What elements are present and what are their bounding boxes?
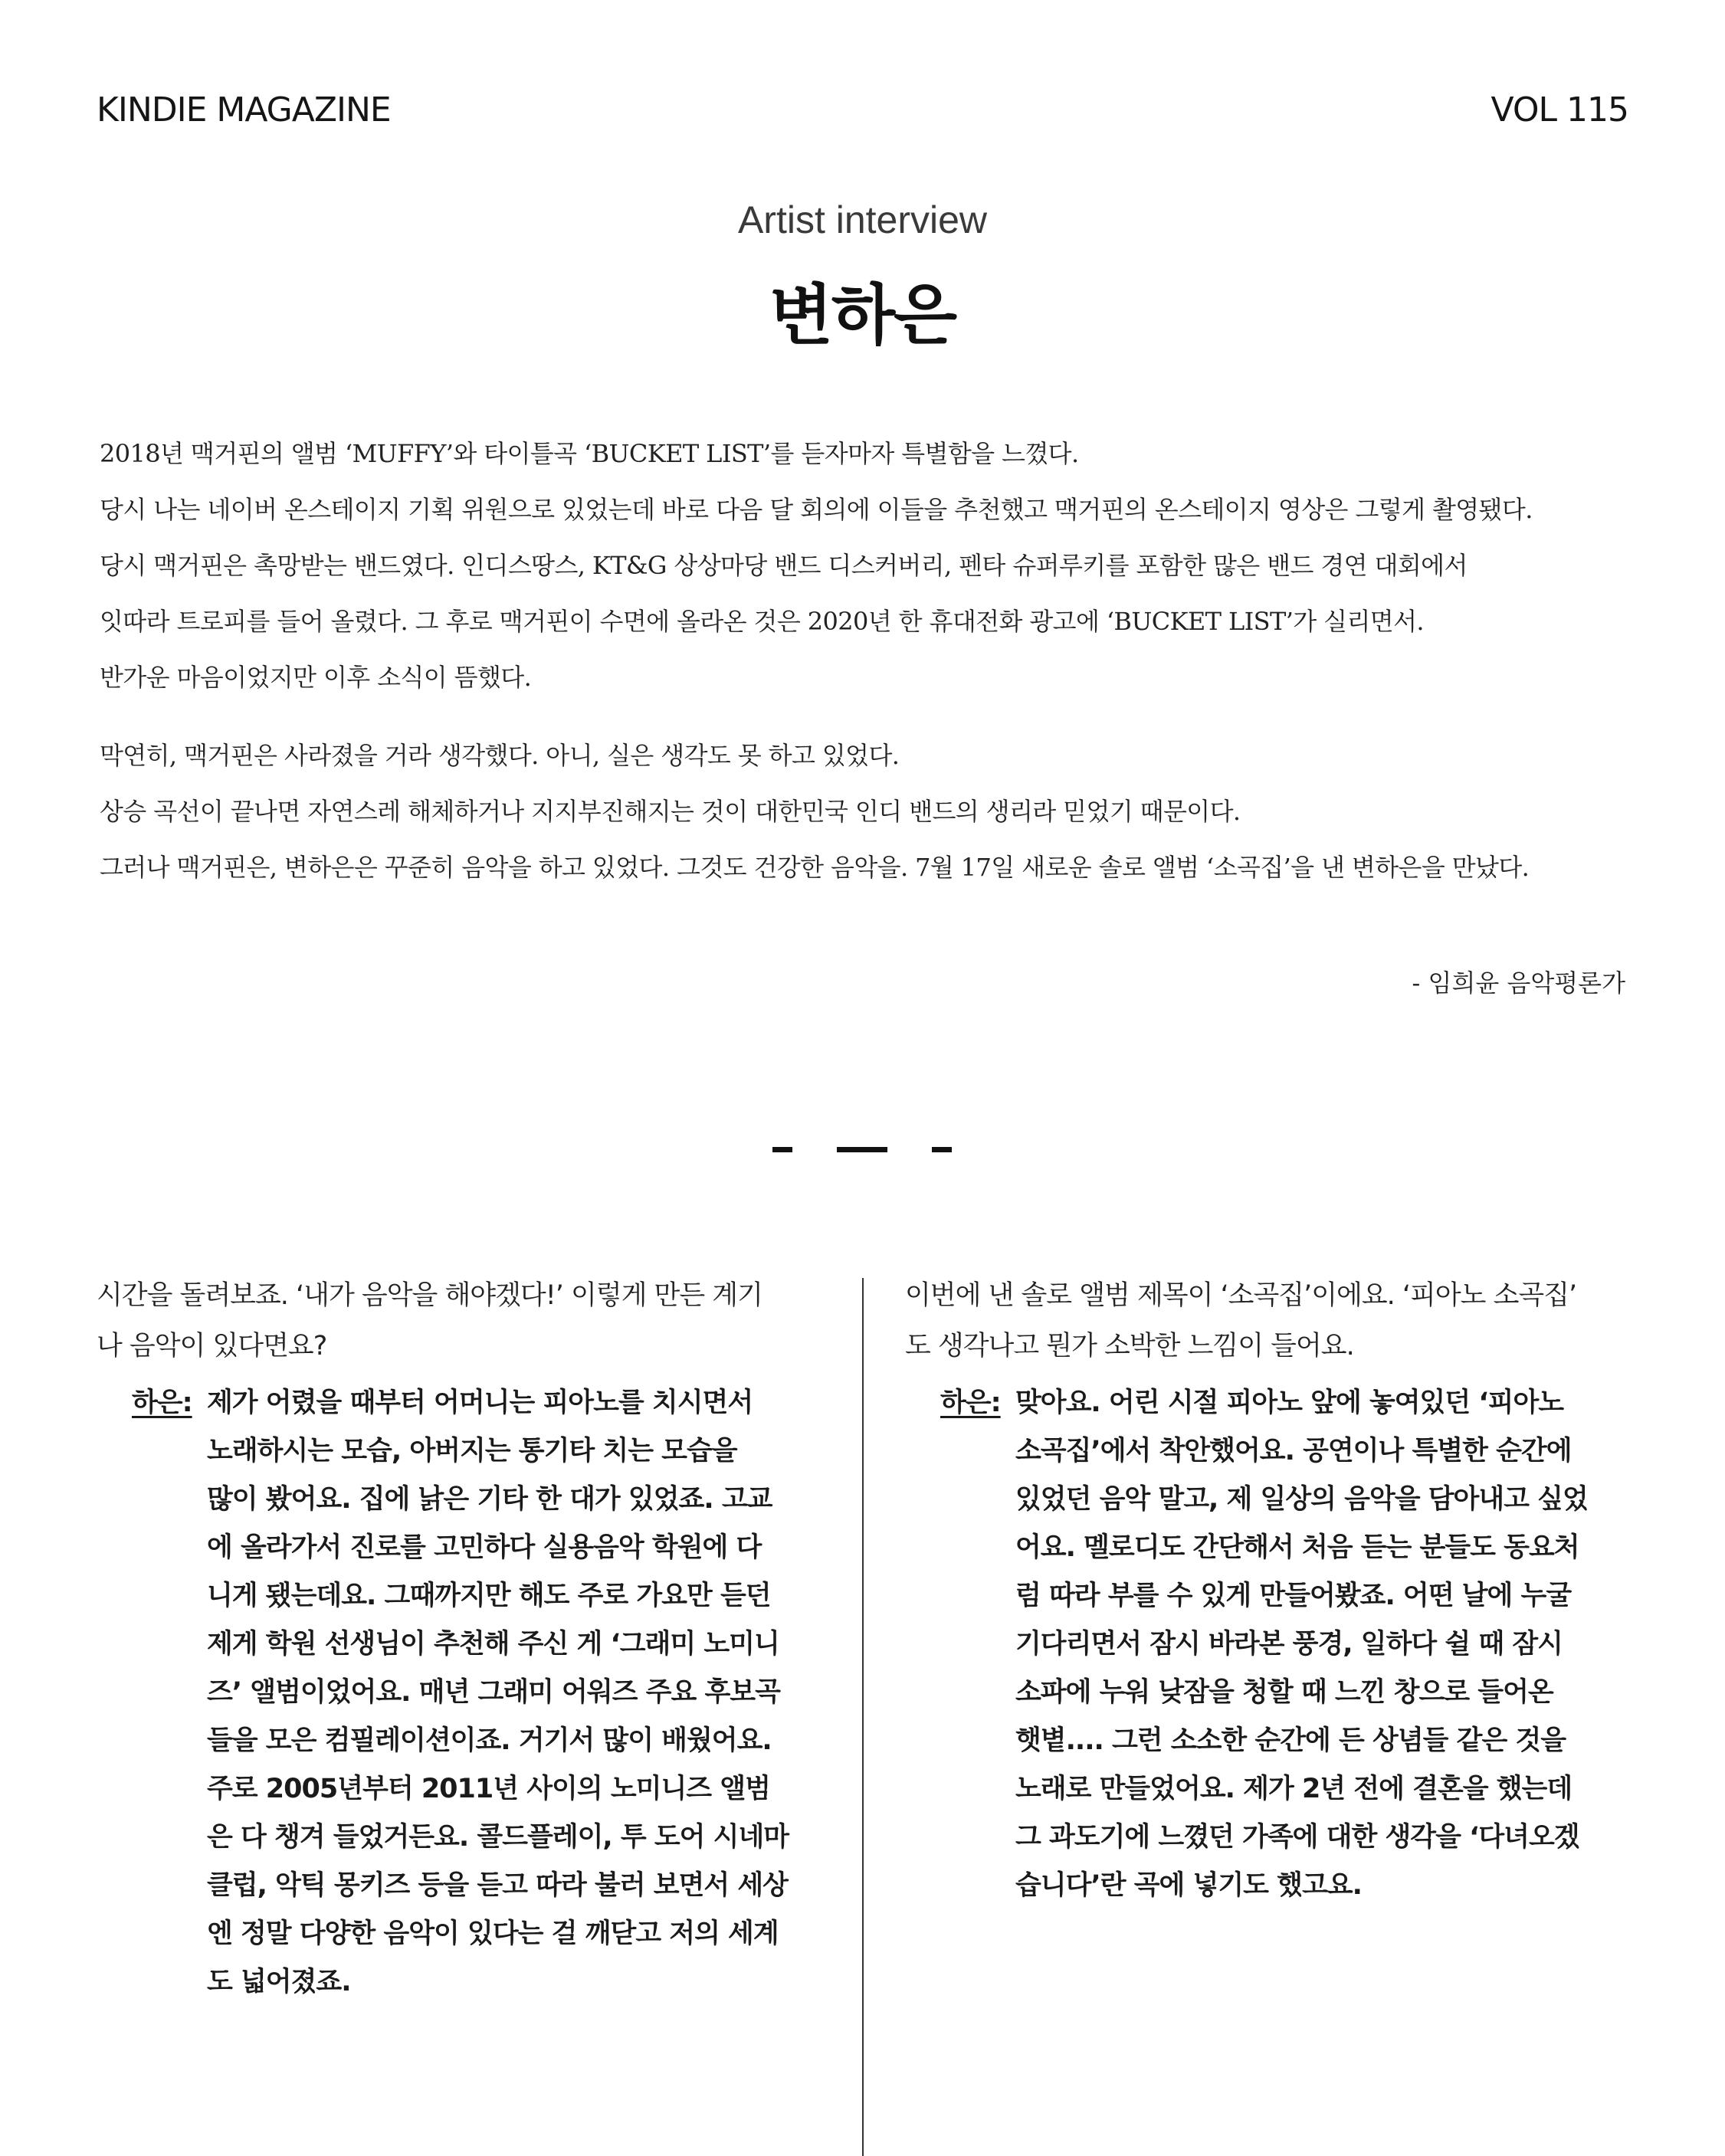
interview-column-left (97, 1270, 832, 2007)
question-line: 도 생각나고 뭔가 소박한 느낌이 들어요. (905, 1331, 1354, 1361)
answer-line: 제게 학원 선생님이 추천해 주신 게 ‘그래미 노미니 (207, 1629, 779, 1660)
intro-line: 2018년 맥거핀의 앨범 ‘MUFFY’와 타이틀곡 ‘BUCKET LIST’를 듣자마자 특별함을 느꼈다. (100, 439, 1079, 468)
answer-line: 들을 모은 컴필레이션이죠. 거기서 많이 배웠어요. (207, 1725, 772, 1756)
answer-line: 소곡집’에서 착안했어요. 공연이나 특별한 순간에 (1015, 1436, 1572, 1466)
answer-line: 제가 어렸을 때부터 어머니는 피아노를 치시면서 (207, 1388, 753, 1418)
magazine-name: KINDIE MAGAZINE (97, 90, 391, 129)
question-line: 시간을 돌려보죠. ‘내가 음악을 해야겠다!’ 이렇게 만든 계기 (97, 1280, 762, 1311)
answer-line: 습니다’란 곡에 넣기도 했고요. (1015, 1870, 1362, 1901)
divider-dash (837, 1147, 887, 1152)
divider-dash (772, 1147, 792, 1152)
section-label: Artist interview (737, 198, 988, 241)
page-header (97, 90, 1628, 136)
interview-column-right (905, 1270, 1641, 1910)
answer-line: 어요. 멜로디도 간단해서 처음 듣는 분들도 동요처 (1015, 1532, 1579, 1563)
answer-line: 니게 됐는데요. 그때까지만 해도 주로 가요만 듣던 (207, 1581, 771, 1611)
intro-paragraph-2 (100, 728, 1686, 896)
answer-line: 맞아요. 어린 시절 피아노 앞에 놓여있던 ‘피아노 (1015, 1388, 1564, 1418)
speaker-label: 하은: (132, 1388, 192, 1418)
answer-line: 도 넓어졌죠. (207, 1967, 351, 1997)
answer-line: 기다리면서 잠시 바라본 풍경, 일하다 쉴 때 잠시 (1015, 1629, 1563, 1660)
answer-line: 은 다 챙겨 들었거든요. 콜드플레이, 투 도어 시네마 (207, 1822, 789, 1853)
byline: - 임희윤 음악평론가 (1412, 968, 1625, 998)
intro-line: 당시 맥거핀은 촉망받는 밴드였다. 인디스땅스, KT&G 상상마당 밴드 디스커버리, 펜타 슈퍼루키를 포함한 많은 밴드 경연 대회에서 (100, 551, 1468, 580)
divider-dash (932, 1147, 952, 1152)
interview-question (97, 1270, 832, 1371)
answer-line: 노래로 만들었어요. 제가 2년 전에 결혼을 했는데 (1015, 1774, 1573, 1804)
answer-line: 럼 따라 부를 수 있게 만들어봤죠. 어떤 날에 누굴 (1015, 1581, 1572, 1611)
answer-line: 엔 정말 다양한 음악이 있다는 걸 깨닫고 저의 세계 (207, 1918, 779, 1949)
column-rule (862, 1278, 864, 2156)
answer-line: 햇볕.... 그런 소소한 순간에 든 상념들 같은 것을 (1015, 1725, 1566, 1756)
answer-line: 주로 2005년부터 2011년 사이의 노미니즈 앨범 (207, 1774, 770, 1804)
intro-paragraph-1 (100, 426, 1686, 706)
answer-line: 소파에 누워 낮잠을 청할 때 느낀 창으로 들어온 (1015, 1677, 1553, 1708)
artist-name-title: 변하은 (769, 277, 956, 354)
section-divider (0, 1147, 1725, 1153)
answer-line: 많이 봤어요. 집에 낡은 기타 한 대가 있었죠. 고교 (207, 1484, 772, 1515)
intro-line: 그러나 맥거핀은, 변하은은 꾸준히 음악을 하고 있었다. 그것도 건강한 음악을. 7월 17일 새로운 솔로 앨범 ‘소곡집’을 낸 변하은을 만났다. (100, 853, 1530, 882)
intro-line: 당시 나는 네이버 온스테이지 기획 위원으로 있었는데 바로 다음 달 회의에 이들을 추천했고 맥거핀의 온스테이지 영상은 그렇게 촬영됐다. (100, 495, 1533, 524)
answer-line: 클럽, 악틱 몽키즈 등을 듣고 따라 불러 보면서 세상 (207, 1870, 788, 1901)
intro-line: 반가운 마음이었지만 이후 소식이 뜸했다. (100, 663, 532, 692)
interview-question (905, 1270, 1641, 1371)
answer-line: 에 올라가서 진로를 고민하다 실용음악 학원에 다 (207, 1532, 762, 1563)
interview-answer (905, 1379, 1641, 1910)
interview-answer (97, 1379, 832, 2007)
answer-line: 즈’ 앨범이었어요. 매년 그래미 어워즈 주요 후보곡 (207, 1677, 780, 1708)
question-line: 이번에 낸 솔로 앨범 제목이 ‘소곡집’이에요. ‘피아노 소곡집’ (905, 1280, 1577, 1311)
intro-line: 잇따라 트로피를 들어 올렸다. 그 후로 맥거핀이 수면에 올라온 것은 2020년 한 휴대전화 광고에 ‘BUCKET LIST’가 실리면서. (100, 607, 1425, 636)
intro-line: 상승 곡선이 끝나면 자연스레 해체하거나 지지부진해지는 것이 대한민국 인디 밴드의 생리라 믿었기 때문이다. (100, 797, 1241, 826)
question-line: 나 음악이 있다면요? (97, 1331, 327, 1361)
speaker-label: 하은: (940, 1388, 1001, 1418)
answer-line: 그 과도기에 느꼈던 가족에 대한 생각을 ‘다녀오겠 (1015, 1822, 1579, 1853)
answer-line: 노래하시는 모습, 아버지는 통기타 치는 모습을 (207, 1436, 737, 1466)
intro-line: 막연히, 맥거핀은 사라졌을 거라 생각했다. 아니, 실은 생각도 못 하고 있었다. (100, 741, 900, 770)
volume-number: VOL 115 (1491, 90, 1628, 129)
answer-line: 있었던 음악 말고, 제 일상의 음악을 담아내고 싶었 (1015, 1484, 1588, 1515)
